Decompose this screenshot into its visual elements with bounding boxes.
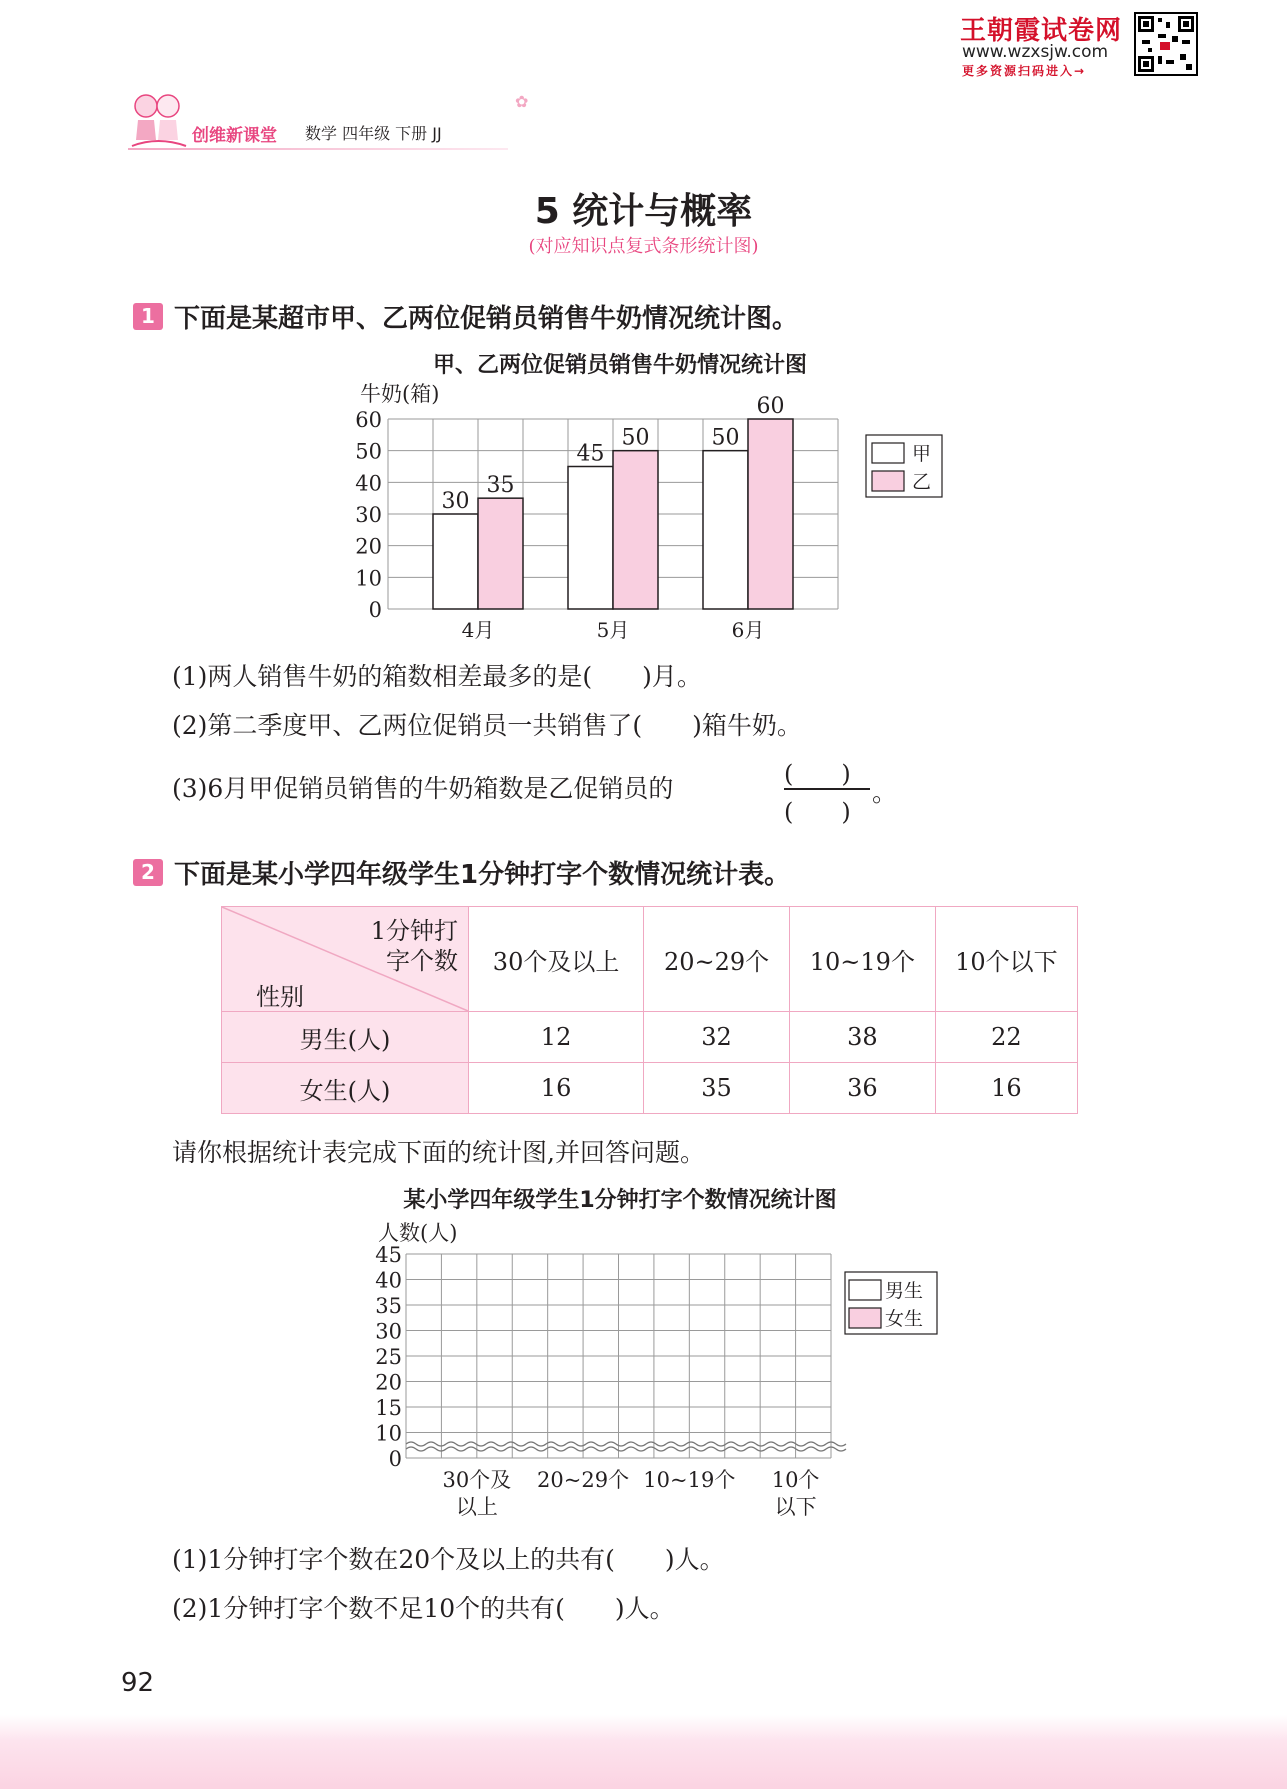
legend-label: 乙 <box>912 471 932 493</box>
question-2-text: 下面是某小学四年级学生1分钟打字个数情况统计表。 <box>174 860 791 890</box>
bar-data-label: 50 <box>621 425 650 451</box>
table-row <box>222 1063 1078 1114</box>
table-header-cell: 10~19个 <box>789 907 935 1012</box>
bar <box>478 498 523 609</box>
question-number-2: 2 <box>133 859 163 886</box>
chart-2-ylabel: 人数(人) <box>378 1221 458 1245</box>
header-brand: 创维新课堂 <box>192 126 277 146</box>
chart-1-ylabel: 牛奶(箱) <box>360 382 440 406</box>
bar <box>433 514 478 609</box>
q1-fraction-denominator[interactable]: ( ) <box>784 798 851 826</box>
bar <box>748 419 793 609</box>
header-divider <box>128 148 508 150</box>
corner-header-top-2: 字个数 <box>386 947 458 975</box>
legend-swatch <box>872 443 904 463</box>
chart-1-title: 甲、乙两位促销员销售牛奶情况统计图 <box>432 353 807 378</box>
bar <box>568 467 613 610</box>
watermark-subtext: 更多资源扫码进入→ <box>962 64 1087 78</box>
bar-data-label: 45 <box>576 441 605 467</box>
flower-icon: ✿ <box>515 92 529 111</box>
legend-label: 男生 <box>885 1280 924 1302</box>
chart-1 <box>340 375 960 645</box>
y-tick-label: 15 <box>375 1396 402 1420</box>
y-tick-label: 10 <box>375 1421 402 1446</box>
legend-swatch <box>872 471 904 491</box>
q1-sub-2: (2)第二季度甲、乙两位促销员一共销售了( )箱牛奶。 <box>172 711 802 740</box>
x-tick-label: 4月 <box>461 618 495 642</box>
q1-fraction-line <box>784 788 870 790</box>
axis-break-wave <box>406 1447 846 1451</box>
axis-break-wave <box>406 1442 846 1446</box>
legend-swatch <box>849 1308 881 1328</box>
table-cell: 16 <box>935 1063 1077 1114</box>
y-tick-label: 20 <box>355 534 382 559</box>
page-title: 5 统计与概率 <box>534 191 753 232</box>
header-book-info: 数学 四年级 下册 JJ <box>305 124 442 143</box>
question-1-text: 下面是某超市甲、乙两位促销员销售牛奶情况统计图。 <box>174 304 799 334</box>
question-number-1: 1 <box>133 303 163 330</box>
q2-sub-1: (1)1分钟打字个数在20个及以上的共有( )人。 <box>172 1545 725 1574</box>
y-tick-label: 40 <box>355 471 382 496</box>
row-label-girls: 女生(人) <box>222 1063 469 1114</box>
table-cell: 38 <box>789 1012 935 1063</box>
bar <box>703 451 748 609</box>
bar-data-label: 30 <box>441 489 470 514</box>
y-tick-label: 10 <box>355 566 382 591</box>
table-header-cell: 30个及以上 <box>469 907 644 1012</box>
table-cell: 35 <box>644 1063 790 1114</box>
corner-header-bottom: 性别 <box>256 983 304 1011</box>
bar-data-label: 60 <box>756 394 785 419</box>
x-tick-label: 6月 <box>731 618 765 642</box>
bar <box>613 451 658 609</box>
qr-code-icon[interactable] <box>1134 12 1198 76</box>
corner-header-top-1: 1分钟打 <box>370 917 458 945</box>
y-tick-label: 30 <box>375 1319 402 1344</box>
footer-band <box>0 1715 1287 1789</box>
table-cell: 32 <box>644 1012 790 1063</box>
x-tick-label: 20~29个 <box>537 1468 630 1492</box>
page-number: 92 <box>121 1668 155 1698</box>
y-tick-label: 0 <box>368 598 382 622</box>
table-row <box>222 1012 1078 1063</box>
q1-fraction-numerator[interactable]: ( ) <box>784 760 851 788</box>
y-tick-label: 20 <box>375 1370 402 1395</box>
y-tick-label: 35 <box>375 1294 402 1318</box>
table-cell: 12 <box>469 1012 644 1063</box>
x-tick-label: 5月 <box>596 618 630 642</box>
table-cell: 22 <box>935 1012 1077 1063</box>
legend-label: 女生 <box>885 1308 924 1330</box>
table-cell: 16 <box>469 1063 644 1114</box>
y-tick-label: 40 <box>375 1268 402 1293</box>
watermark-title: 王朝霞试卷网 <box>960 16 1123 46</box>
mascot-icon <box>126 88 190 156</box>
q2-sub-2: (2)1分钟打字个数不足10个的共有( )人。 <box>172 1594 675 1623</box>
y-tick-label: 60 <box>355 408 382 432</box>
x-tick-label: 30个及 <box>442 1468 512 1492</box>
q2-instruction: 请你根据统计表完成下面的统计图,并回答问题。 <box>172 1138 705 1167</box>
x-tick-label: 10~19个 <box>643 1468 736 1492</box>
chart-2-title: 某小学四年级学生1分钟打字个数情况统计图 <box>403 1188 837 1213</box>
legend-label: 甲 <box>912 443 932 465</box>
x-tick-label-line2: 以上 <box>455 1495 498 1519</box>
table-header-cell: 20~29个 <box>644 907 790 1012</box>
bar-data-label: 35 <box>486 473 515 499</box>
typing-stats-table <box>221 906 1078 1114</box>
y-tick-label: 50 <box>355 439 382 464</box>
y-tick-label: 25 <box>375 1345 402 1369</box>
bar-data-label: 50 <box>711 425 740 451</box>
page-subtitle: (对应知识点复式条形统计图) <box>528 236 759 257</box>
x-tick-label-line2: 以下 <box>774 1495 817 1519</box>
row-label-boys: 男生(人) <box>222 1012 469 1063</box>
q1-fraction-end: 。 <box>872 778 898 807</box>
y-tick-label: 0 <box>388 1447 402 1471</box>
watermark-url[interactable]: www.wzxsjw.com <box>962 42 1109 62</box>
table-cell: 36 <box>789 1063 935 1114</box>
chart-2[interactable] <box>340 1212 960 1527</box>
y-tick-label: 30 <box>355 503 382 527</box>
table-header-cell: 10个以下 <box>935 907 1077 1012</box>
y-tick-label: 45 <box>375 1243 402 1267</box>
q1-sub-3: (3)6月甲促销员销售的牛奶箱数是乙促销员的 <box>172 774 674 803</box>
q1-sub-1: (1)两人销售牛奶的箱数相差最多的是( )月。 <box>172 662 702 691</box>
legend-swatch <box>849 1280 881 1300</box>
table-corner-cell <box>222 907 469 1012</box>
x-tick-label: 10个 <box>771 1468 820 1492</box>
